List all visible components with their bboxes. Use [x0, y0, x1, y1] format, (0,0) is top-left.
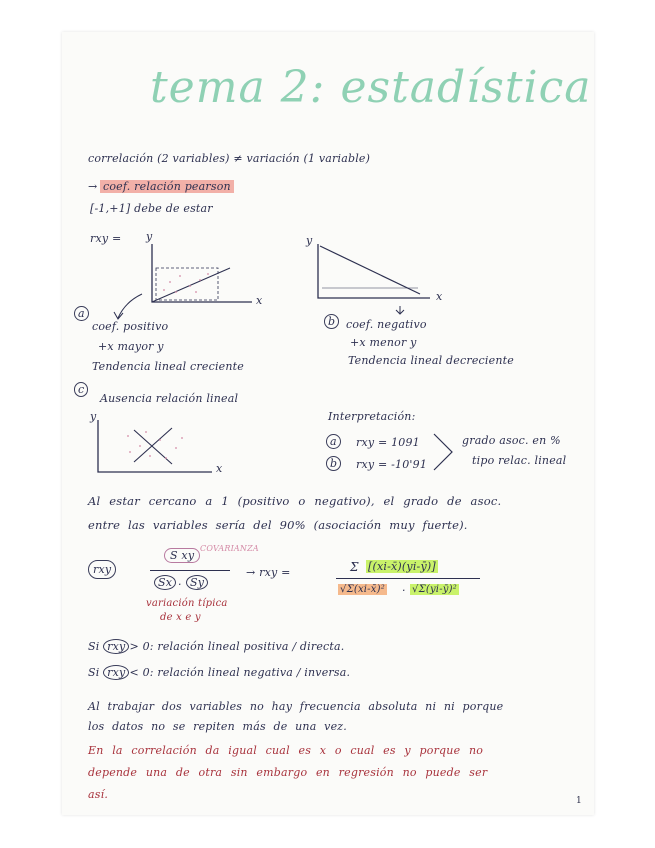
rxy-label: rxy = [90, 232, 122, 245]
para1-line-1: Al estar cercano a 1 (positivo o negativo), el grado de asoc. [88, 494, 502, 508]
para3-line-2: depende una de otra sin embargo en regresión no puede ser [88, 766, 488, 779]
denominator-1: √Σ(xi-x̄)² [340, 584, 385, 595]
sx-circled: Sx [154, 576, 176, 589]
sxy-circled: S xy [164, 548, 200, 563]
graph-a-y-label: y [146, 230, 153, 243]
b-line-2: +x menor y [350, 336, 417, 349]
a-line-2: +x mayor y [98, 340, 164, 353]
fraction-line-2 [336, 578, 480, 579]
interp-label-a: a [326, 434, 341, 449]
para3-line-1: En la correlación da igual cual es x o cual es y porque no [88, 744, 484, 757]
interp-b-value: rxy = -10'91 [356, 458, 428, 471]
para3-line-3: así. [88, 788, 109, 801]
graph-b-y-label: y [306, 234, 313, 247]
para2-line-2: los datos no se repiten más de una vez. [88, 720, 347, 733]
covarianza-label: COVARIANZA [200, 544, 259, 553]
numerator: [(xi-x̄)(yi-ȳ)] [368, 560, 436, 573]
interp-a-value: rxy = 1091 [356, 436, 420, 449]
page-number: 1 [576, 796, 582, 806]
rxy-circled: rxy [88, 560, 116, 579]
dot-operator: · [178, 578, 182, 591]
interp-result-2: tipo relac. lineal [472, 454, 567, 467]
intro-line: correlación (2 variables) ≠ variación (1 variable) [88, 152, 371, 165]
formula-arrow: → rxy = [246, 566, 291, 579]
graph-b-x-label: x [436, 290, 443, 303]
variacion-tipica-2: de x e y [160, 612, 201, 623]
graph-c-x-label: x [216, 462, 223, 475]
arrow-glyph: → [88, 180, 98, 193]
label-c: c [74, 382, 88, 397]
label-b: b [324, 314, 339, 329]
label-a: a [74, 306, 89, 321]
range-line: [-1,+1] debe de estar [90, 202, 213, 215]
interpretation-title: Interpretación: [328, 410, 416, 423]
interp-result-1: grado asoc. en % [462, 434, 561, 447]
si-positive-line: Si rxy > 0: relación lineal positiva / directa. [88, 640, 345, 653]
a-line-3: Tendencia lineal creciente [92, 360, 244, 373]
interp-label-b: b [326, 456, 341, 471]
page-title: tema 2: estadística [150, 62, 592, 113]
denominator-2: √Σ(yi-ȳ)² [412, 584, 457, 595]
variacion-tipica-1: variación típica [146, 598, 228, 609]
b-line-1: coef. negativo [346, 318, 427, 331]
coef-pearson-heading: coef. relación pearson [100, 180, 234, 193]
para2-line-1: Al trabajar dos variables no hay frecuencia absoluta ni ni porque [88, 700, 504, 713]
fraction-line-1 [150, 570, 230, 571]
sy-circled: Sy [186, 576, 208, 589]
denominator-dot: · [402, 584, 406, 597]
b-line-3: Tendencia lineal decreciente [348, 354, 514, 367]
a-line-1: coef. positivo [92, 320, 169, 333]
graph-a-x-label: x [256, 294, 263, 307]
si-negative-line: Si rxy < 0: relación lineal negativa / inversa. [88, 666, 351, 679]
c-line-1: Ausencia relación lineal [100, 392, 239, 405]
para1-line-2: entre las variables sería del 90% (asociación muy fuerte). [88, 518, 468, 532]
graph-c-y-label: y [90, 410, 97, 423]
sigma-numerator: Σ [350, 560, 359, 574]
